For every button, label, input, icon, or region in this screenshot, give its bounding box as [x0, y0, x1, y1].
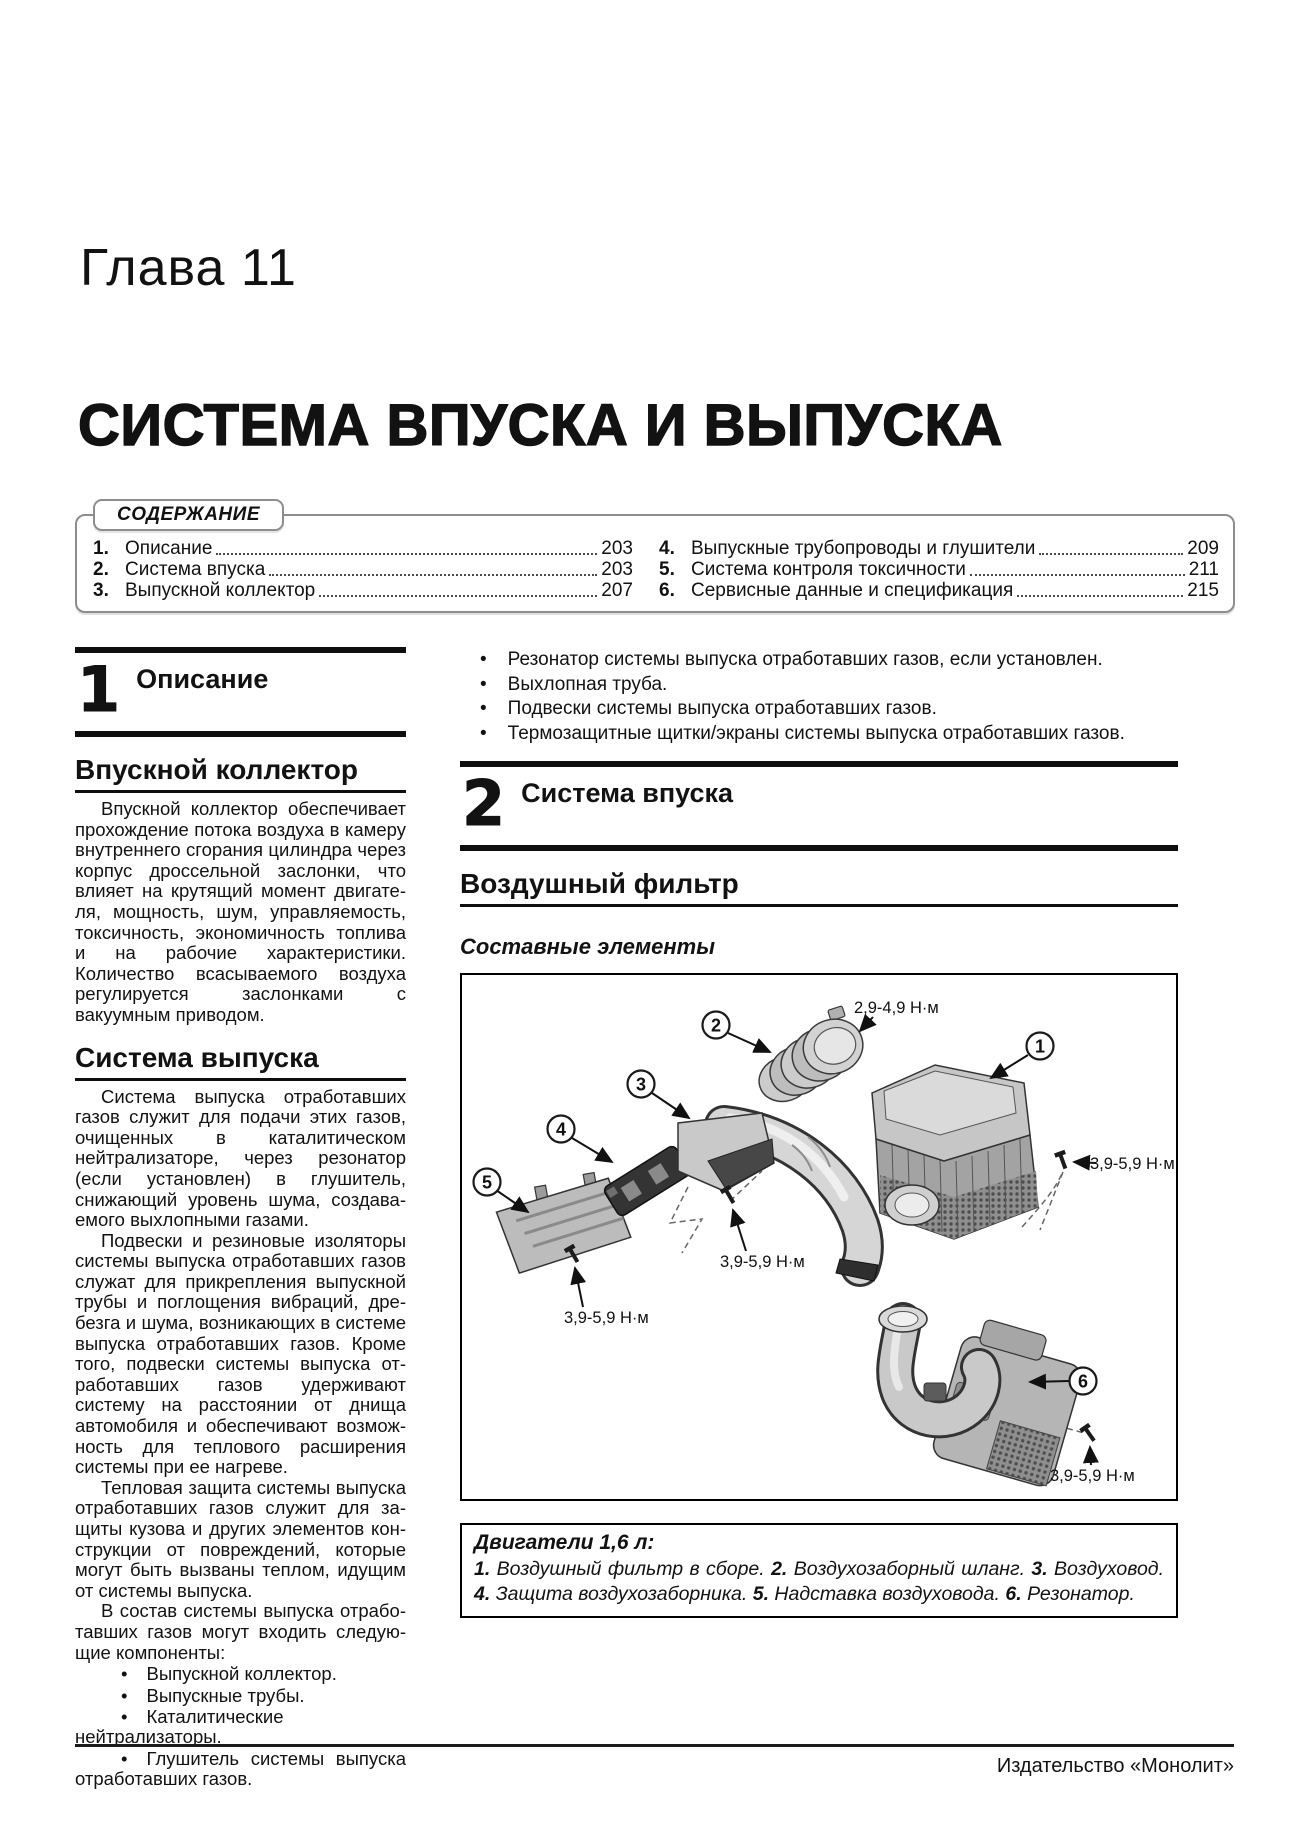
toc-item-number: 5. — [659, 559, 675, 580]
resonator-part — [879, 1306, 1090, 1489]
toc-item-page: 211 — [1188, 559, 1219, 580]
intro-bullets — [460, 648, 1178, 746]
toc-column-left — [93, 538, 633, 601]
section-1-header — [75, 647, 406, 737]
callout-4 — [548, 1116, 575, 1143]
caption-item-number: 1. — [474, 1558, 491, 1581]
components-subheading: Составные элементы — [460, 934, 715, 960]
torque-label: 3,9-5,9 Н·м — [720, 1253, 805, 1272]
paragraph-exhaust-1: Система выпуска отработавших газов служит для подачи этих газов, очищенных в каталитическом нейтрализаторе, через резонатор (если установлен) в глушитель, снижающий уровень шума, создаваемого выхлопными газами. — [75, 1085, 406, 1231]
toc-item — [659, 580, 1219, 601]
figure-box — [460, 973, 1178, 1501]
caption-box — [460, 1523, 1178, 1618]
torque-label: 3,9-5,9 Н·м — [1050, 1467, 1135, 1486]
subsection-heading-air-filter: Воздушный фильтр — [460, 868, 1178, 907]
bolt-icon — [1054, 1150, 1070, 1171]
torque-label: 3,9-5,9 Н·м — [1090, 1155, 1175, 1174]
caption-item-number: 4. — [474, 1583, 491, 1606]
toc-item-page: 215 — [1187, 580, 1219, 601]
air-filter-part — [872, 1065, 1038, 1239]
toc-leader-dots — [1039, 553, 1183, 555]
caption-item-text: Резонатор. — [1027, 1583, 1135, 1606]
toc-item — [93, 580, 633, 601]
section-rule-bottom — [75, 731, 406, 737]
caption-item-text: Защита воздухозаборника. — [495, 1583, 748, 1606]
bullet-item: • Глушитель системы выпуска отработавших газов. — [75, 1749, 406, 1790]
toc-leader-dots — [1017, 595, 1183, 597]
toc-item-number: 1. — [93, 538, 109, 559]
svg-text:4: 4 — [555, 1119, 567, 1140]
torque-label: 2,9-4,9 Н·м — [854, 999, 939, 1018]
section-title: Описание — [136, 664, 269, 694]
toc-item — [659, 559, 1219, 580]
bullet-item: • Выпускной коллектор. — [75, 1664, 406, 1684]
caption-item-text: Воздуховод. — [1054, 1558, 1165, 1581]
toc-item-number: 4. — [659, 538, 675, 559]
toc-leader-dots — [216, 553, 597, 555]
svg-text:1: 1 — [1034, 1036, 1046, 1057]
toc-item-page: 209 — [1187, 538, 1219, 559]
paragraph-exhaust-4: В состав системы выпуска отработавших газов могут входить следующие компоненты: — [75, 1600, 406, 1663]
subsection-heading-intake-manifold: Впускной коллектор — [75, 754, 406, 793]
callout-6 — [1070, 1368, 1097, 1395]
toc-item-number: 6. — [659, 580, 675, 601]
toc-item-label: Сервисные данные и спецификация — [691, 580, 1014, 601]
toc-item-number: 3. — [93, 580, 109, 601]
svg-text:6: 6 — [1077, 1371, 1089, 1392]
toc-item-number: 2. — [93, 559, 109, 580]
section-rule-bottom — [460, 845, 1178, 851]
bullet-item: • Термозащитные щитки/экраны системы выпуска отработавших газов. — [460, 722, 1178, 747]
callout-1 — [1027, 1033, 1054, 1060]
bullet-item: • Выпускные трубы. — [75, 1686, 406, 1706]
intake-hose-part — [744, 1003, 873, 1108]
bullet-item: • Подвески системы выпуска отработавших газов. — [460, 697, 1178, 722]
caption-title: Двигатели 1,6 л: — [474, 1531, 655, 1555]
bullet-item: • Каталитические нейтрализаторы. — [75, 1707, 406, 1748]
paragraph-exhaust-3: Тепловая защита системы выпуска отработавших газов служит для защиты кузова и других элементов конструкции от повреждений, которые могут быть вызваны теплом, идущим от системы выпуска. — [75, 1476, 406, 1601]
toc-item-label: Выпускные трубопроводы и глушители — [691, 538, 1036, 559]
bullet-item: • Резонатор системы выпуска отработавших газов, если установлен. — [460, 648, 1178, 673]
caption-item-number: 3. — [1031, 1558, 1048, 1581]
page-title: СИСТЕМА ВПУСКА И ВЫПУСКА — [78, 393, 1003, 458]
section-title: Система впуска — [521, 778, 734, 809]
svg-text:3: 3 — [635, 1074, 647, 1095]
toc-item-page: 207 — [601, 580, 633, 601]
section-number: 2 — [462, 767, 506, 841]
exhaust-components-list — [75, 1664, 406, 1789]
callout-2 — [703, 1012, 730, 1039]
right-column — [460, 648, 1178, 1618]
toc-box — [75, 504, 1235, 613]
caption-item-text: Надставка воздуховода. — [774, 1583, 1000, 1606]
toc-item-label: Описание — [125, 538, 213, 559]
svg-text:5: 5 — [481, 1172, 493, 1193]
toc-tab-label: СОДЕРЖАНИЕ — [93, 499, 284, 531]
paragraph-exhaust-2: Подвески и резиновые изоляторы системы выпуска отработавших газов служат для прикрепления выпускной трубы и поглощения вибраций, дребезга и шума, возникающих в системе выпуска отработавших газов. Кроме того, подвески системы выпуска отработавших газов удерживают систему на расстоянии от днища автомобиля и обеспечивают возможность для теплового расширения системы при ее нагреве. — [75, 1229, 406, 1478]
toc-leader-dots — [970, 574, 1185, 576]
subsection-heading-exhaust-system: Система выпуска — [75, 1042, 406, 1081]
caption-item-number: 6. — [1005, 1583, 1022, 1606]
bolt-icon — [1079, 1423, 1098, 1444]
caption-item-number: 5. — [752, 1583, 769, 1606]
toc-leader-dots — [269, 574, 597, 576]
publisher-footer: Издательство «Монолит» — [996, 1755, 1234, 1777]
toc-item — [659, 538, 1219, 559]
callout-5 — [474, 1169, 501, 1196]
exploded-diagram-svg — [462, 975, 1176, 1499]
section-number: 1 — [77, 653, 121, 726]
toc-item-page: 203 — [601, 559, 633, 580]
left-column — [75, 647, 406, 1790]
caption-item-text: Воздушный фильтр в сборе. — [496, 1558, 765, 1581]
torque-label: 3,9-5,9 Н·м — [564, 1309, 649, 1328]
toc-item — [93, 559, 633, 580]
footer-rule — [75, 1744, 1234, 1747]
toc-item — [93, 538, 633, 559]
callout-3 — [628, 1071, 655, 1098]
chapter-heading: Глава 11 — [80, 239, 297, 297]
caption-body — [474, 1557, 1164, 1607]
caption-item-text: Воздухозаборный шланг. — [793, 1558, 1026, 1581]
toc-item-label: Система контроля токсичности — [691, 559, 966, 580]
toc-item-page: 203 — [601, 538, 633, 559]
paragraph-intake-manifold: Впускной коллектор обеспечивает прохождение потока воздуха в камеру внутреннего сгорания цилиндра через корпус дроссельной заслонки, что влияет на крутящий момент двигателя, мощность, шум, управляемость, токсичность, экономичность топлива и на рабочие характеристики. Количество всасываемого воздуха регулируется заслонками с вакуумным приводом. — [75, 798, 406, 1025]
caption-item-number: 2. — [771, 1558, 788, 1581]
toc-item-label: Выпускной коллектор — [125, 580, 316, 601]
toc-item-label: Система впуска — [125, 559, 266, 580]
svg-text:2: 2 — [710, 1015, 722, 1036]
section-2-header — [460, 761, 1178, 851]
bullet-item: • Выхлопная труба. — [460, 673, 1178, 698]
toc-leader-dots — [319, 595, 597, 597]
toc-column-right — [659, 538, 1219, 601]
